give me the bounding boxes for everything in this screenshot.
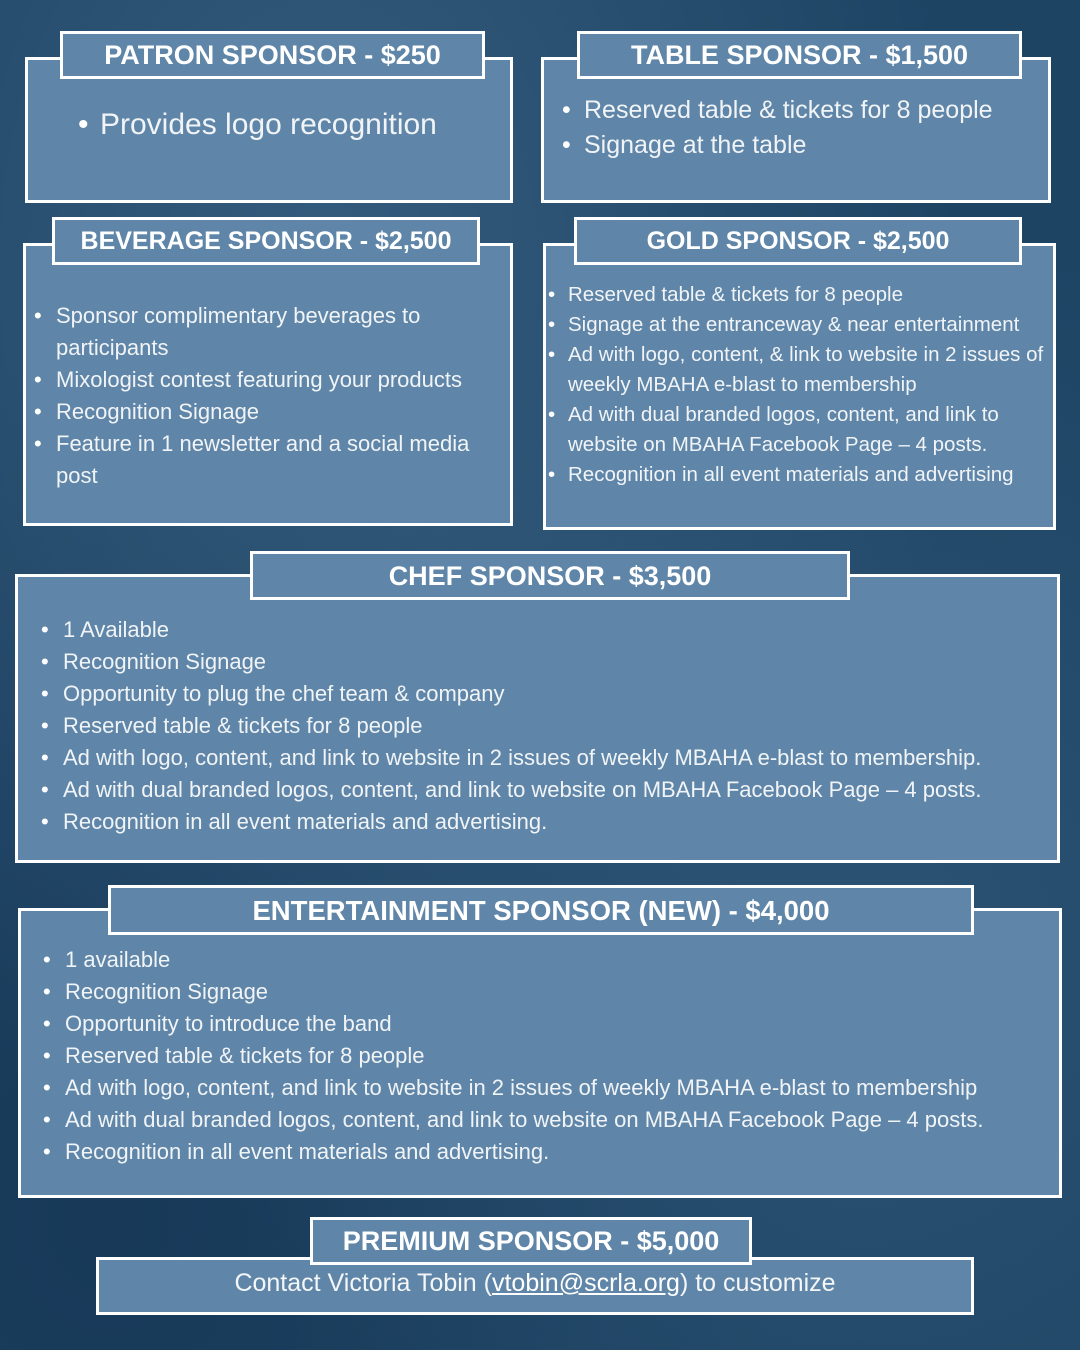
table-sponsor-list <box>562 98 1042 168</box>
list-item: • Ad with logo, content, and link to website in 2 issues of weekly MBAHA e-blast to membership. <box>41 742 1056 774</box>
beverage-sponsor-title: BEVERAGE SPONSOR - $2,500 <box>52 217 480 265</box>
table-sponsor-title: TABLE SPONSOR - $1,500 <box>577 31 1022 79</box>
patron-sponsor-title: PATRON SPONSOR - $250 <box>60 31 485 79</box>
list-item: • Recognition in all event materials and advertising <box>548 460 1048 490</box>
list-item: • 1 Available <box>41 614 1056 646</box>
list-item: • Recognition Signage <box>43 976 1058 1008</box>
contact-email-link[interactable]: vtobin@scrla.org <box>491 1269 680 1297</box>
list-item: • Ad with logo, content, and link to website in 2 issues of weekly MBAHA e-blast to membership <box>43 1072 1058 1104</box>
list-item: • Mixologist contest featuring your products <box>34 364 504 396</box>
list-item: • Feature in 1 newsletter and a social media post <box>34 428 504 492</box>
list-item: • Recognition in all event materials and advertising. <box>41 806 1056 838</box>
chef-sponsor-list <box>41 614 1056 838</box>
entertainment-sponsor-list <box>43 944 1058 1168</box>
list-item: • Reserved table & tickets for 8 people <box>43 1040 1058 1072</box>
chef-sponsor-title: CHEF SPONSOR - $3,500 <box>250 551 850 600</box>
beverage-sponsor-list <box>34 300 504 492</box>
list-item: • Sponsor complimentary beverages to participants <box>34 300 504 364</box>
gold-sponsor-list <box>548 280 1048 490</box>
list-item: • Recognition Signage <box>34 396 504 428</box>
list-item: • Recognition in all event materials and advertising. <box>43 1136 1058 1168</box>
patron-sponsor-list <box>78 110 498 140</box>
list-item: • Ad with logo, content, & link to website in 2 issues of weekly MBAHA e-blast to membership <box>548 340 1048 400</box>
premium-contact-suffix: ) to customize <box>679 1269 836 1297</box>
list-item: • Opportunity to introduce the band <box>43 1008 1058 1040</box>
premium-contact-prefix: Contact Victoria Tobin ( <box>234 1269 492 1297</box>
list-item: • Ad with dual branded logos, content, and link to website on MBAHA Facebook Page – 4 posts. <box>41 774 1056 806</box>
premium-sponsor-title: PREMIUM SPONSOR - $5,000 <box>310 1217 752 1265</box>
list-item: • Provides logo recognition <box>78 110 498 140</box>
list-item: • Reserved table & tickets for 8 people <box>41 710 1056 742</box>
list-item: • Signage at the table <box>562 133 1042 158</box>
list-item: • 1 available <box>43 944 1058 976</box>
list-item: • Ad with dual branded logos, content, and link to website on MBAHA Facebook Page – 4 posts. <box>43 1104 1058 1136</box>
list-item: • Reserved table & tickets for 8 people <box>548 280 1048 310</box>
premium-contact-line <box>99 1269 971 1298</box>
gold-sponsor-title: GOLD SPONSOR - $2,500 <box>574 217 1022 265</box>
list-item: • Ad with dual branded logos, content, and link to website on MBAHA Facebook Page – 4 posts. <box>548 400 1048 460</box>
premium-sponsor-panel <box>96 1257 974 1315</box>
list-item: • Signage at the entranceway & near entertainment <box>548 310 1048 340</box>
list-item: • Opportunity to plug the chef team & company <box>41 678 1056 710</box>
entertainment-sponsor-title: ENTERTAINMENT SPONSOR (NEW) - $4,000 <box>108 885 974 935</box>
list-item: • Recognition Signage <box>41 646 1056 678</box>
list-item: • Reserved table & tickets for 8 people <box>562 98 1042 123</box>
